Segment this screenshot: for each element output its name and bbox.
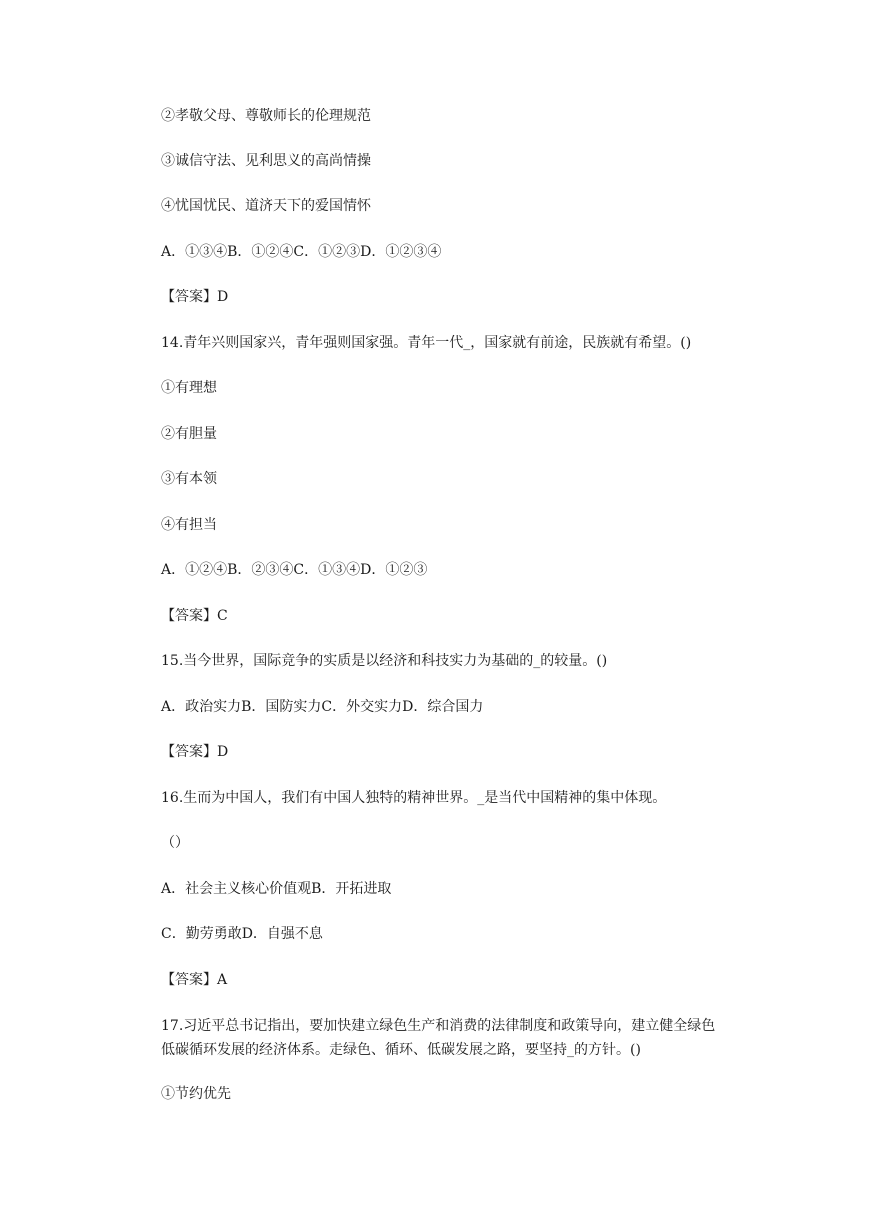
question-15: 15.当今世界，国际竞争的实质是以经济和科技实力为基础的_的较量。() [161,653,608,669]
answer-14: 【答案】C [161,608,228,624]
choices-line-15: A．政治实力B．国防实力C．外交实力D．综合国力 [161,699,484,715]
answer-16: 【答案】A [161,972,228,988]
answer-13: 【答案】D [161,289,229,305]
choices-line-16-cd: C．勤劳勇敢D．自强不息 [161,926,323,942]
question-17: 17.习近平总书记指出，要加快建立绿色生产和消费的法律制度和政策导向，建立健全绿色低碳循环发展的经济体系。走绿色、循环、低碳发展之路，要坚持_的方针。() [161,1018,716,1058]
option-line-2: ②孝敬父母、尊敬师长的伦理规范 [161,108,371,124]
answer-15: 【答案】D [161,744,229,760]
option-line-3: ③诚信守法、见利思义的高尚情操 [161,153,371,169]
q14-option-1: ①有理想 [161,380,217,396]
option-line-4: ④忧国忧民、道济天下的爱国情怀 [161,198,371,214]
q17-option-1: ①节约优先 [161,1086,231,1102]
question-14: 14.青年兴则国家兴，青年强则国家强。青年一代_，国家就有前途，民族就有希望。() [161,335,692,351]
choices-line-14: A．①②④B．②③④C．①③④D．①②③ [161,562,428,578]
question-16: 16.生而为中国人，我们有中国人独特的精神世界。_是当代中国精神的集中体现。 [161,790,667,806]
question-16-bracket: （） [161,835,189,851]
q14-option-3: ③有本领 [161,471,217,487]
q14-option-4: ④有担当 [161,517,217,533]
q14-option-2: ②有胆量 [161,426,217,442]
choices-line-13: A．①③④B．①②④C．①②③D．①②③④ [161,244,442,260]
choices-line-16-ab: A．社会主义核心价值观B．开拓进取 [161,881,392,897]
